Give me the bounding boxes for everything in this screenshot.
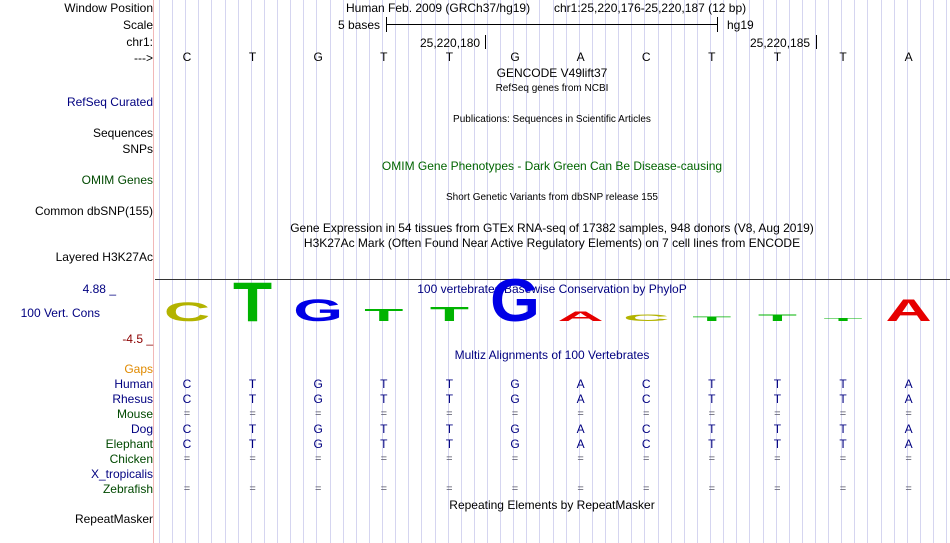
alignment-base: = bbox=[314, 408, 322, 420]
alignment-base: A bbox=[576, 392, 585, 406]
alignment-base: G bbox=[510, 437, 520, 451]
alignment-base: = bbox=[314, 453, 322, 465]
alignment-base: T bbox=[248, 437, 257, 451]
alignment-base: A bbox=[904, 377, 913, 391]
alignment-base: C bbox=[641, 437, 651, 451]
phylop-min-label: -4.5 _ bbox=[122, 332, 153, 346]
alignment-base: T bbox=[248, 392, 257, 406]
alignment-base: T bbox=[708, 437, 716, 451]
species-label[interactable]: Zebrafish bbox=[102, 482, 153, 496]
alignment-base: G bbox=[510, 377, 520, 391]
species-label[interactable]: X_tropicalis bbox=[90, 467, 153, 481]
alignment-base: = bbox=[905, 453, 912, 465]
alignment-base: C bbox=[182, 392, 192, 406]
label-sequences[interactable]: Sequences bbox=[92, 126, 153, 140]
base-letter: G bbox=[313, 50, 323, 64]
base-letter: T bbox=[445, 50, 454, 64]
alignment-base: T bbox=[445, 422, 454, 436]
species-label[interactable]: Dog bbox=[130, 422, 153, 436]
label-omim-genes[interactable]: OMIM Genes bbox=[81, 173, 153, 187]
conservation-logo-letter: C bbox=[623, 312, 670, 323]
conservation-logo-letter: G bbox=[293, 292, 344, 328]
species-label[interactable]: Elephant bbox=[105, 437, 153, 451]
alignment-base: T bbox=[380, 437, 388, 451]
conservation-logo-letter: T bbox=[233, 270, 273, 334]
alignment-base: = bbox=[380, 453, 388, 465]
alignment-base: = bbox=[380, 408, 388, 420]
alignment-base: G bbox=[313, 422, 323, 436]
alignment-base: = bbox=[511, 453, 519, 465]
alignment-base: A bbox=[904, 422, 913, 436]
alignment-base: = bbox=[708, 453, 716, 465]
alignment-base: T bbox=[839, 392, 847, 406]
label-chr: chr1: bbox=[126, 35, 153, 49]
window-position-text: chr1:25,220,176-25,220,187 (12 bp) bbox=[554, 1, 747, 15]
alignment-base: G bbox=[313, 437, 323, 451]
label-repeatmasker[interactable]: RepeatMasker bbox=[74, 512, 153, 526]
dbsnp-track-description[interactable]: Short Genetic Variants from dbSNP release 155 bbox=[446, 192, 658, 203]
label-snps[interactable]: SNPs bbox=[122, 142, 153, 156]
conservation-logo-letter: A bbox=[885, 292, 932, 328]
alignment-base: T bbox=[708, 377, 716, 391]
base-letter: A bbox=[904, 50, 913, 64]
label-gaps[interactable]: Gaps bbox=[124, 362, 153, 376]
base-letter: T bbox=[839, 50, 847, 64]
alignment-base: A bbox=[576, 377, 585, 391]
species-label[interactable]: Chicken bbox=[109, 452, 153, 466]
base-letter: T bbox=[248, 50, 257, 64]
alignment-base: T bbox=[380, 392, 388, 406]
alignment-base: G bbox=[510, 392, 520, 406]
alignment-base: T bbox=[773, 422, 782, 436]
publications-track-description[interactable]: Publications: Sequences in Scientific Articles bbox=[453, 114, 651, 125]
alignment-base: = bbox=[446, 408, 453, 420]
alignment-base: = bbox=[577, 483, 584, 495]
alignment-base: = bbox=[314, 483, 322, 495]
base-letter: T bbox=[708, 50, 716, 64]
alignment-base: C bbox=[641, 392, 651, 406]
conservation-logo-letter: G bbox=[490, 267, 540, 335]
species-label[interactable]: Rhesus bbox=[112, 392, 153, 406]
alignment-base: = bbox=[905, 483, 912, 495]
alignment-base: A bbox=[904, 392, 913, 406]
alignment-base: T bbox=[445, 377, 454, 391]
alignment-base: G bbox=[313, 392, 323, 406]
alignment-base: G bbox=[313, 377, 323, 391]
alignment-base: C bbox=[182, 422, 192, 436]
alignment-base: = bbox=[183, 408, 191, 420]
species-label[interactable]: Human bbox=[114, 377, 153, 391]
alignment-base: = bbox=[642, 483, 650, 495]
alignment-base: = bbox=[839, 453, 847, 465]
alignment-base: = bbox=[774, 408, 781, 420]
alignment-base: T bbox=[708, 422, 716, 436]
alignment-base: = bbox=[708, 408, 716, 420]
refseq-track-description[interactable]: RefSeq genes from NCBI bbox=[495, 83, 609, 94]
multiz-track-description[interactable]: Multiz Alignments of 100 Vertebrates bbox=[454, 348, 650, 362]
conservation-logo-letter: T bbox=[429, 303, 469, 326]
label-layered-h3k27ac[interactable]: Layered H3K27Ac bbox=[55, 250, 153, 264]
alignment-base: T bbox=[445, 437, 454, 451]
label-scale: Scale bbox=[122, 18, 153, 32]
alignment-base: = bbox=[511, 408, 519, 420]
h3k27ac-track-description[interactable]: H3K27Ac Mark (Often Found Near Active Regulatory Elements) on 7 cell lines from ENCODE bbox=[303, 236, 801, 250]
label-strand-arrow[interactable]: ---> bbox=[134, 51, 153, 65]
alignment-base: C bbox=[182, 377, 192, 391]
alignment-base: = bbox=[577, 453, 584, 465]
alignment-base: T bbox=[773, 437, 782, 451]
alignment-base: = bbox=[839, 408, 847, 420]
alignment-base: = bbox=[446, 483, 453, 495]
species-label[interactable]: Mouse bbox=[116, 407, 153, 421]
conservation-logo-letter: C bbox=[163, 297, 211, 328]
gencode-track-title[interactable]: GENCODE V49lift37 bbox=[496, 66, 608, 80]
alignment-base: A bbox=[904, 437, 913, 451]
alignment-base: = bbox=[774, 483, 781, 495]
alignment-base: = bbox=[183, 483, 191, 495]
alignment-base: = bbox=[774, 453, 781, 465]
alignment-base: T bbox=[839, 377, 847, 391]
conservation-logo-letter: T bbox=[823, 316, 863, 322]
phylop-max-label: 4.88 _ bbox=[82, 282, 116, 296]
alignment-base: T bbox=[445, 392, 454, 406]
base-letter: C bbox=[182, 50, 192, 64]
alignment-base: = bbox=[839, 483, 847, 495]
alignment-base: = bbox=[511, 483, 519, 495]
base-letter: C bbox=[641, 50, 651, 64]
base-letter: T bbox=[773, 50, 782, 64]
alignment-base: G bbox=[510, 422, 520, 436]
alignment-base: C bbox=[641, 377, 651, 391]
omim-track-description[interactable]: OMIM Gene Phenotypes - Dark Green Can Be Disease-causing bbox=[381, 159, 723, 173]
alignment-base: C bbox=[182, 437, 192, 451]
alignment-base: T bbox=[708, 392, 716, 406]
label-100-vert-cons[interactable]: 100 Vert. Cons bbox=[20, 306, 100, 320]
conservation-logo-letter: T bbox=[364, 304, 404, 325]
conservation-logo-letter: T bbox=[692, 314, 732, 323]
base-letter: T bbox=[380, 50, 388, 64]
alignment-base: = bbox=[380, 483, 388, 495]
alignment-base: = bbox=[577, 408, 584, 420]
alignment-base: T bbox=[839, 437, 847, 451]
coordinate-tick-2: 25,220,185 bbox=[750, 36, 811, 50]
alignment-base: = bbox=[446, 453, 453, 465]
alignment-base: = bbox=[642, 408, 650, 420]
label-common-dbsnp[interactable]: Common dbSNP(155) bbox=[34, 204, 153, 218]
alignment-base: = bbox=[905, 408, 912, 420]
alignment-base: C bbox=[641, 422, 651, 436]
alignment-base: T bbox=[380, 422, 388, 436]
alignment-base: T bbox=[839, 422, 847, 436]
alignment-base: T bbox=[248, 422, 257, 436]
assembly-title: Human Feb. 2009 (GRCh37/hg19) bbox=[346, 1, 531, 15]
label-refseq-curated[interactable]: RefSeq Curated bbox=[66, 95, 153, 109]
phylop-track-description[interactable]: 100 vertebrates Basewise Conservation by PhyloP bbox=[417, 282, 687, 296]
alignment-base: T bbox=[773, 392, 782, 406]
alignment-base: = bbox=[249, 453, 256, 465]
repeatmasker-track-description[interactable]: Repeating Elements by RepeatMasker bbox=[449, 498, 655, 512]
alignment-base: A bbox=[576, 422, 585, 436]
coordinate-tick-1: 25,220,180 bbox=[420, 36, 481, 50]
db-name: hg19 bbox=[727, 18, 754, 32]
alignment-base: A bbox=[576, 437, 585, 451]
alignment-base: = bbox=[642, 453, 650, 465]
base-letter: A bbox=[576, 50, 585, 64]
alignment-base: = bbox=[249, 408, 256, 420]
conservation-logo-letter: A bbox=[557, 308, 604, 324]
alignment-base: = bbox=[249, 483, 256, 495]
base-letter: G bbox=[510, 50, 520, 64]
alignment-base: = bbox=[708, 483, 716, 495]
label-window-position: Window Position bbox=[64, 1, 153, 15]
alignment-base: T bbox=[380, 377, 388, 391]
alignment-base: T bbox=[248, 377, 257, 391]
gtex-track-description[interactable]: Gene Expression in 54 tissues from GTEx RNA-seq of 17382 samples, 948 donors (V8, Aug 2019) bbox=[290, 221, 814, 235]
alignment-base: T bbox=[773, 377, 782, 391]
alignment-base: = bbox=[183, 453, 191, 465]
conservation-logo-letter: T bbox=[757, 312, 797, 323]
scale-text: 5 bases bbox=[338, 18, 381, 32]
